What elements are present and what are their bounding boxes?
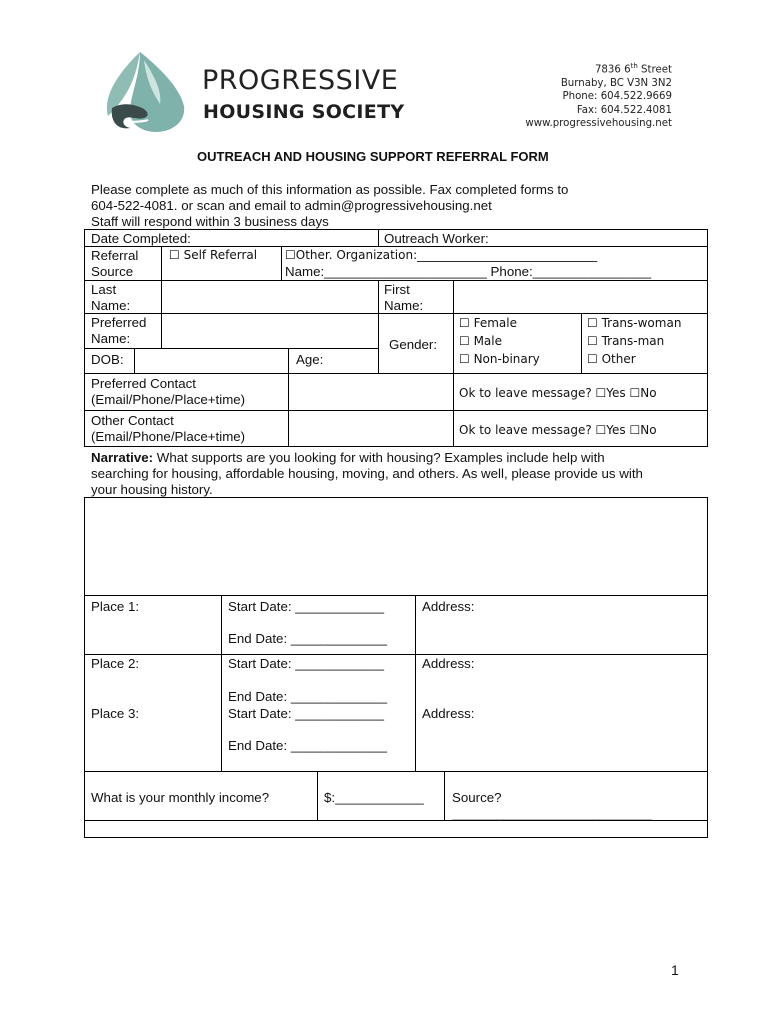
place-3-label: Place 3: bbox=[91, 706, 140, 721]
dob-label: DOB: bbox=[91, 352, 124, 367]
place-2-start-date[interactable]: Start Date: ____________ bbox=[228, 656, 384, 671]
date-completed-field[interactable] bbox=[200, 230, 375, 245]
place-2-label: Place 2: bbox=[91, 656, 140, 671]
monthly-income-amount-field[interactable]: $:____________ bbox=[324, 790, 424, 805]
place-2-address[interactable]: Address: bbox=[422, 656, 475, 671]
page-number: 1 bbox=[671, 962, 679, 978]
gender-other-checkbox[interactable]: ☐ Other bbox=[587, 352, 636, 366]
narrative-text-1: What supports are you looking for with housing? Examples include help with bbox=[153, 450, 605, 465]
logo-drop-hand-icon bbox=[100, 46, 195, 134]
place-1-start-date[interactable]: Start Date: ____________ bbox=[228, 599, 384, 614]
narrative-line-1 bbox=[91, 449, 605, 466]
first-name-label-1: First bbox=[384, 282, 410, 297]
income-source-field[interactable]: ___________________________ bbox=[452, 806, 652, 821]
place-1-label: Place 1: bbox=[91, 599, 140, 614]
gender-trans-woman-checkbox[interactable]: ☐ Trans-woman bbox=[587, 316, 682, 330]
preferred-name-label-2: Name: bbox=[91, 331, 131, 346]
narrative-field[interactable] bbox=[86, 499, 706, 594]
intro-line-2: 604-522-4081. or scan and email to admin@progressivehousing.net bbox=[91, 198, 492, 213]
place-3-end-date[interactable]: End Date: _____________ bbox=[228, 738, 387, 753]
gender-female-checkbox[interactable]: ☐ Female bbox=[459, 316, 517, 330]
place-3-start-date[interactable]: Start Date: ____________ bbox=[228, 706, 384, 721]
address-street: 7836 6th Street bbox=[594, 62, 672, 76]
age-label: Age: bbox=[296, 352, 324, 367]
intro-line-1: Please complete as much of this information as possible. Fax completed forms to bbox=[91, 182, 569, 197]
first-name-label-2: Name: bbox=[384, 298, 424, 313]
preferred-contact-ok-message[interactable]: Ok to leave message? ☐Yes ☐No bbox=[459, 386, 657, 400]
outreach-worker-label: Outreach Worker: bbox=[384, 231, 489, 246]
other-contact-label-1: Other Contact bbox=[91, 413, 174, 428]
address-website: www.progressivehousing.net bbox=[525, 118, 672, 130]
gender-label: Gender: bbox=[389, 337, 438, 352]
address-city: Burnaby, BC V3N 3N2 bbox=[560, 77, 672, 89]
preferred-name-field[interactable] bbox=[163, 315, 376, 347]
self-referral-checkbox[interactable]: ☐ Self Referral bbox=[169, 248, 258, 262]
referral-source-label-1: Referral bbox=[91, 248, 139, 263]
gender-male-checkbox[interactable]: ☐ Male bbox=[459, 334, 502, 348]
org-name-line2: HOUSING SOCIETY bbox=[203, 101, 405, 123]
dob-field[interactable] bbox=[136, 350, 286, 372]
place-2-end-date[interactable]: End Date: _____________ bbox=[228, 689, 387, 704]
preferred-contact-label-1: Preferred Contact bbox=[91, 376, 196, 391]
other-name-phone-field[interactable]: Name:______________________ Phone:________________ bbox=[285, 264, 652, 279]
date-completed-label: Date Completed: bbox=[91, 231, 191, 246]
narrative-label: Narrative: bbox=[91, 450, 154, 465]
form-title: OUTREACH AND HOUSING SUPPORT REFERRAL FORM bbox=[197, 149, 549, 164]
age-field[interactable] bbox=[328, 350, 376, 372]
address-phone: Phone: 604.522.9669 bbox=[562, 91, 672, 103]
last-name-field[interactable] bbox=[163, 282, 376, 312]
outreach-worker-field[interactable] bbox=[495, 230, 705, 245]
org-logo bbox=[100, 46, 195, 134]
last-name-label-1: Last bbox=[91, 282, 117, 297]
monthly-income-question: What is your monthly income? bbox=[91, 790, 270, 805]
org-name-line1: PROGRESSIVE bbox=[202, 65, 399, 96]
preferred-name-label-1: Preferred bbox=[91, 315, 147, 330]
income-source-label: Source? bbox=[452, 790, 502, 805]
place-3-address[interactable]: Address: bbox=[422, 706, 475, 721]
intro-line-3: Staff will respond within 3 business days bbox=[91, 214, 329, 229]
narrative-line-3: your housing history. bbox=[91, 482, 213, 497]
org-address bbox=[525, 60, 672, 131]
other-contact-ok-message[interactable]: Ok to leave message? ☐Yes ☐No bbox=[459, 423, 657, 437]
narrative-line-2: searching for housing, affordable housing, moving, and others. As well, please provide us with bbox=[91, 466, 643, 481]
referral-source-label-2: Source bbox=[91, 264, 134, 279]
preferred-contact-label-2: (Email/Phone/Place+time) bbox=[91, 392, 246, 407]
place-1-address[interactable]: Address: bbox=[422, 599, 475, 614]
place-1-end-date[interactable]: End Date: _____________ bbox=[228, 631, 387, 646]
address-fax: Fax: 604.522.4081 bbox=[576, 104, 672, 116]
last-name-label-2: Name: bbox=[91, 298, 131, 313]
gender-non-binary-checkbox[interactable]: ☐ Non-binary bbox=[459, 352, 540, 366]
gender-trans-man-checkbox[interactable]: ☐ Trans-man bbox=[587, 334, 665, 348]
other-contact-label-2: (Email/Phone/Place+time) bbox=[91, 429, 246, 444]
other-organization-checkbox[interactable]: ☐Other. Organization:______________________________ bbox=[285, 248, 598, 262]
first-name-field[interactable] bbox=[455, 282, 705, 312]
other-contact-field[interactable] bbox=[290, 412, 452, 445]
preferred-contact-field[interactable] bbox=[290, 375, 452, 409]
